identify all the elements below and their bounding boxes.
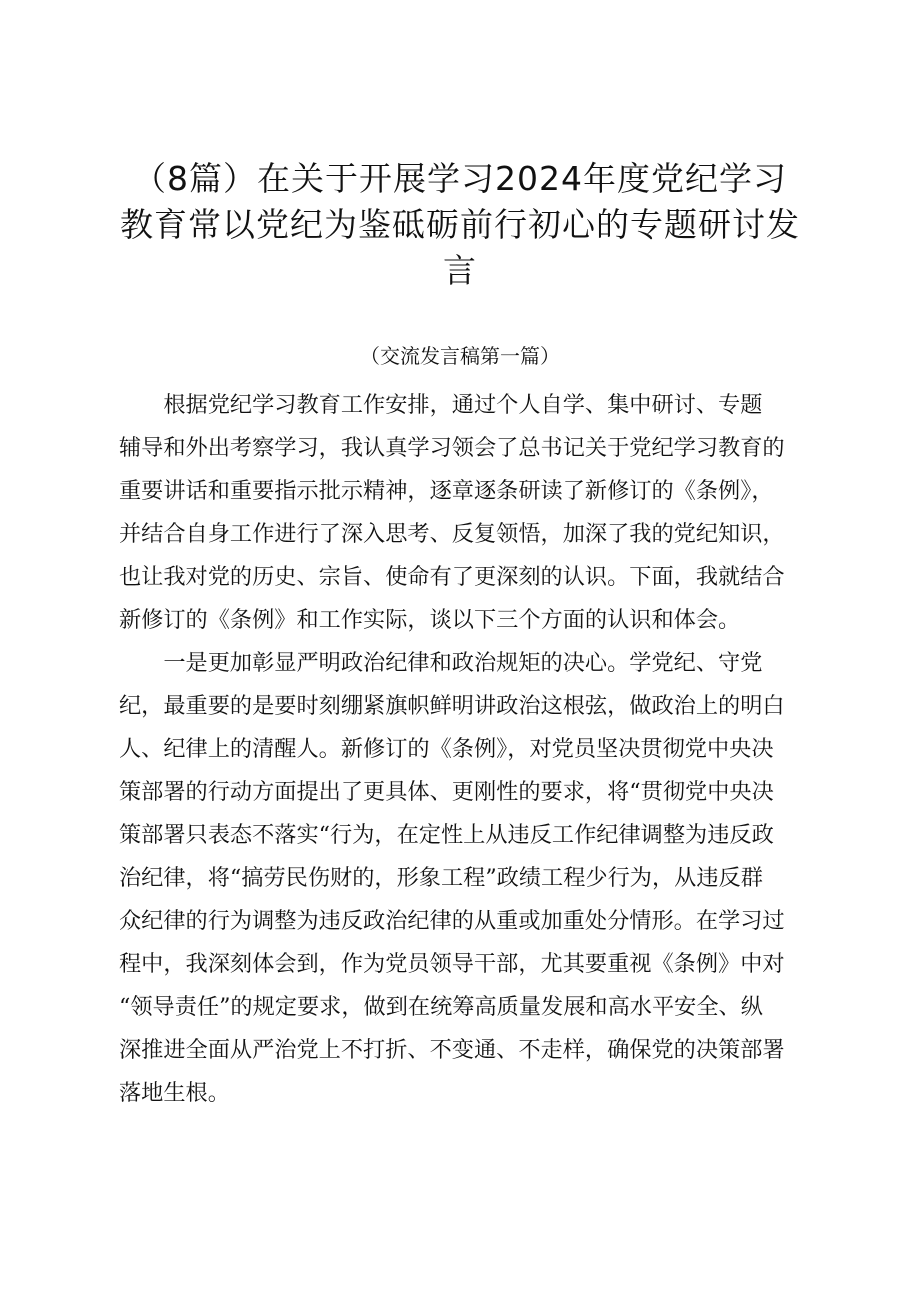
document-body (119, 384, 809, 1115)
text-line: 辅导和外出考察学习，我认真学习领会了总书记关于党纪学习教育的 (119, 435, 785, 461)
title-line: （8篇）在关于开展学习2024年度党纪学习 (133, 159, 787, 198)
text-line: 根据党纪学习教育工作安排，通过个人自学、集中研讨、专题 (119, 392, 763, 418)
paragraph (119, 642, 809, 1115)
text-line: 治纪律，将“搞劳民伤财的，形象工程”政绩工程少行为，从违反群 (119, 865, 763, 891)
text-line: 深推进全面从严治党上不打折、不变通、不走样，确保党的决策部署 (119, 1037, 785, 1063)
text-line: 纪，最重要的是要时刻绷紧旗帜鲜明讲政治这根弦，做政治上的明白 (119, 693, 785, 719)
text-line: 也让我对党的历史、宗旨、使命有了更深刻的认识。下面，我就结合 (119, 564, 785, 590)
text-line: 众纪律的行为调整为违反政治纪律的从重或加重处分情形。在学习过 (119, 908, 785, 934)
text-line: 策部署只表态不落实“行为，在定性上从违反工作纪律调整为违反政 (119, 822, 774, 848)
text-line: 人、纪律上的清醒人。新修订的《条例》，对党员坚决贯彻党中央决 (119, 736, 774, 762)
text-line: 一是更加彰显严明政治纪律和政治规矩的决心。学党纪、守党 (119, 650, 763, 676)
text-line: 策部署的行动方面提出了更具体、更刚性的要求，将“贯彻党中央决 (119, 779, 774, 805)
document-title (100, 156, 820, 294)
text-line: 新修订的《条例》和工作实际，谈以下三个方面的认识和体会。 (119, 607, 741, 633)
paragraph (119, 384, 809, 642)
text-line: “领导责任”的规定要求，做到在统筹高质量发展和高水平安全、纵 (119, 994, 763, 1020)
text-line: 落地生根。 (119, 1080, 230, 1106)
title-line: 言 (443, 251, 477, 290)
text-line: 并结合自身工作进行了深入思考、反复领悟，加深了我的党纪知识， (119, 521, 785, 547)
title-line: 教育常以党纪为鉴砥砺前行初心的专题研讨发 (120, 205, 800, 244)
text-line: 重要讲话和重要指示批示精神，逐章逐条研读了新修订的《条例》， (119, 478, 774, 504)
text-line: 程中，我深刻体会到，作为党员领导干部，尤其要重视《条例》中对 (119, 951, 785, 977)
document-subtitle: （交流发言稿第一篇） (360, 344, 560, 368)
